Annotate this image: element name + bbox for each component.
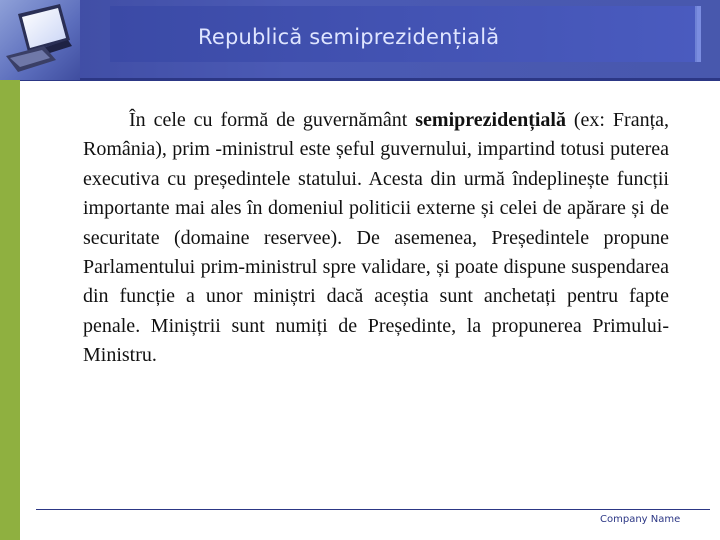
body-bold-term: semiprezidențială (415, 109, 566, 131)
slide-body (83, 106, 669, 371)
footer-divider (36, 509, 710, 510)
body-paragraph (83, 106, 669, 371)
footer-company-name: Company Name (600, 514, 681, 525)
header-accent-bar (697, 6, 701, 62)
slide-title: Republică semiprezidențială (198, 25, 500, 49)
left-accent-stripe (0, 80, 20, 540)
body-intro: În cele cu formă de guvernământ (129, 109, 416, 131)
monitor-icon (0, 0, 80, 80)
body-rest: (ex: Franța, România), prim -ministrul este șeful guvernului, impartind totusi puterea executiva cu președintele statului. Acesta din urmă îndeplinește funcții importante mai ales în domeniul politicii externe și celei de apărare și de securitate (domaine reservee). De asemenea, Președintele propune Parlamentului prim-ministrul spre validare, și poate dispune suspendarea din funcție a unor miniștri dacă aceștia sunt anchetați pentru fapte penale. Miniștrii sunt numiți de Președinte, la propunerea Primului-Ministru. (83, 109, 669, 367)
header-divider (0, 78, 720, 81)
